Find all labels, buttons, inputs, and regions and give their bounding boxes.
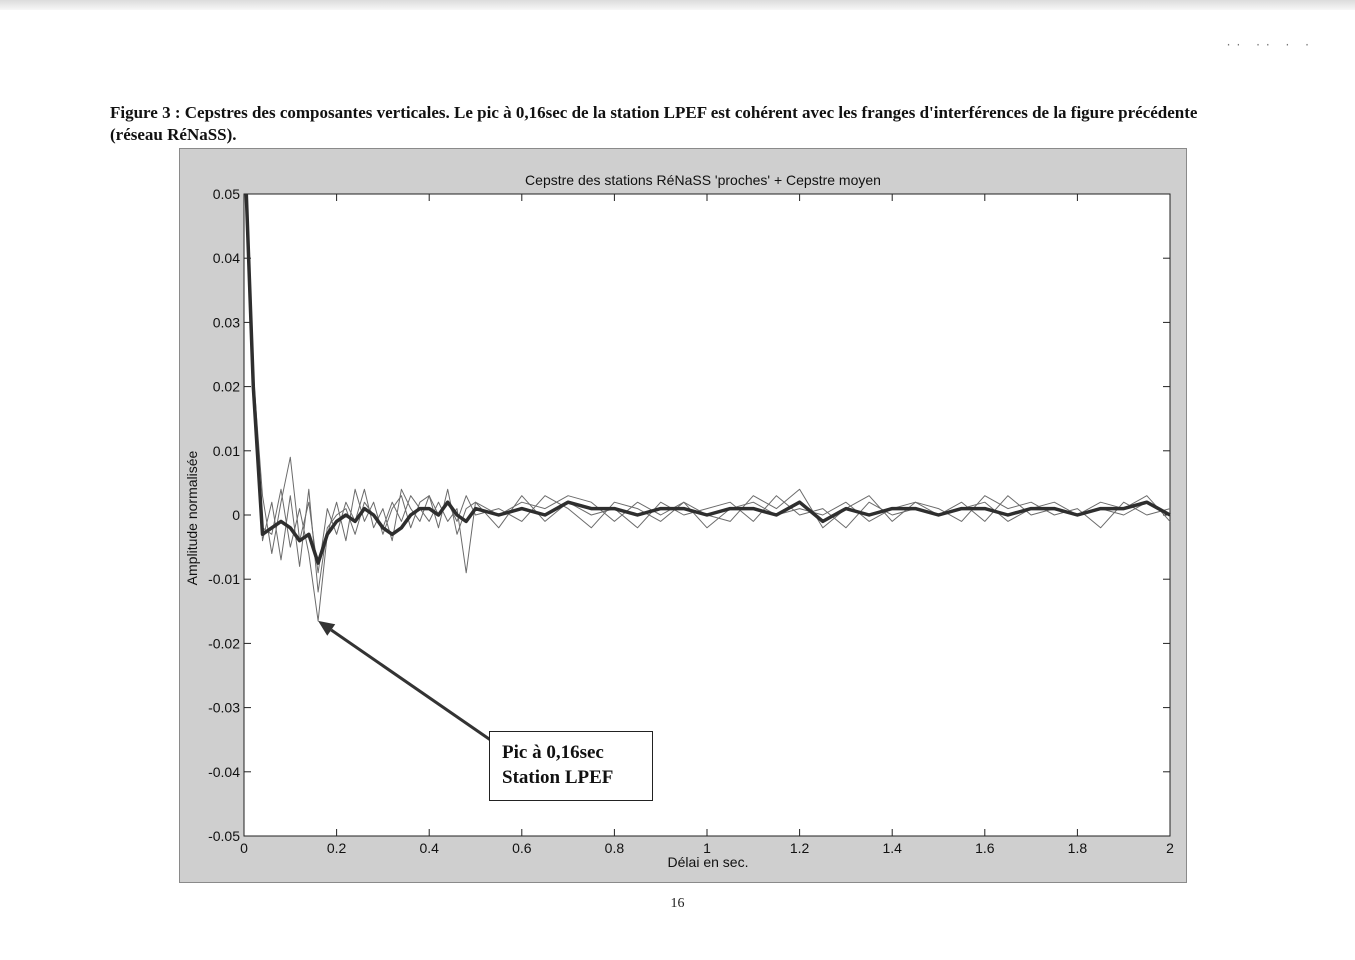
- x-tick-label: 0.2: [326, 840, 347, 856]
- y-tick-label: 0.01: [212, 442, 240, 459]
- x-tick-label: 1.6: [975, 840, 995, 856]
- y-tick-label: 0: [232, 507, 240, 523]
- x-tick-label: 1.2: [789, 840, 810, 856]
- y-axis-label: Amplitude normalisée: [184, 450, 200, 586]
- y-tick-label: -0.01: [208, 571, 240, 588]
- annotation-line-2: Station LPEF: [502, 767, 614, 788]
- x-tick-label: 1: [703, 840, 711, 856]
- y-tick-label: 0.03: [212, 314, 240, 331]
- x-tick-label: 1.8: [1067, 840, 1088, 856]
- y-tick-label: 0.05: [212, 186, 240, 202]
- y-tick-label: -0.05: [208, 828, 240, 844]
- annotation-box: [489, 731, 653, 801]
- x-tick-label: 0: [240, 840, 248, 856]
- figure-caption: Figure 3 : Cepstres des composantes verticales. Le pic à 0,16sec de la station LPEF est cohérent avec les franges d'interférences de la figure précédente (réseau RéNaSS).: [110, 103, 1198, 144]
- y-tick-label: -0.04: [208, 763, 240, 780]
- scan-noise: ·· ·· · ·: [1226, 38, 1315, 52]
- y-tick-label: -0.03: [208, 699, 240, 716]
- x-tick-label: 0.4: [419, 840, 439, 856]
- chart-title: Cepstre des stations RéNaSS 'proches' + Cepstre moyen: [525, 172, 881, 188]
- x-axis-label: Délai en sec.: [667, 854, 749, 870]
- x-tick-label: 2: [1166, 840, 1174, 856]
- x-tick-label: 0.6: [512, 840, 532, 856]
- page-number: 16: [670, 896, 685, 911]
- x-tick-label: 0.8: [604, 840, 625, 856]
- annotation-line-1: Pic à 0,16sec: [502, 742, 604, 763]
- y-tick-label: -0.02: [208, 635, 240, 652]
- y-tick-label: 0.02: [212, 378, 240, 395]
- x-tick-label: 1.4: [882, 840, 902, 856]
- y-tick-label: 0.04: [212, 250, 240, 267]
